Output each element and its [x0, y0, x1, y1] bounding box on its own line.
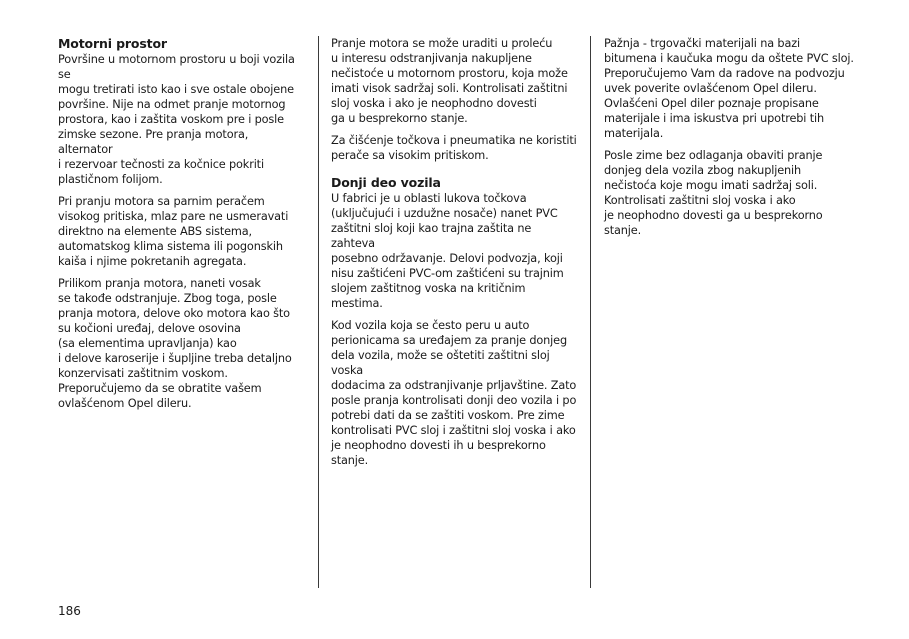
- paragraph: Pranje motora se može uraditi u proleću u interesu odstranjivanja nakupljene nečistoće u motornom prostoru, koja može imati visok sadržaj soli. Kontrolisati zaštitni sloj voska i ako je neophodno dovesti ga u besprekorno stanje.: [331, 37, 568, 125]
- column-1: [58, 36, 304, 418]
- section-heading-motorni-prostor: Motorni prostor: [58, 36, 167, 51]
- paragraph: Za čišćenje točkova i pneumatika ne koristiti perače sa visokim pritiskom.: [331, 134, 577, 162]
- page-number: 186: [58, 604, 81, 618]
- section-heading-donji-deo-vozila: Donji deo vozila: [331, 175, 441, 190]
- column-divider: [590, 36, 591, 588]
- paragraph: U fabrici je u oblasti lukova točkova (uključujući i uzdužne nosače) nanet PVC zaštitni sloj koji kao trajna zaštita ne zahteva posebno održavanje. Delovi podvozja, koji nisu zaštićeni PVC-om zaštićeni su trajnim slojem zaštitnog voska na kritičnim mestima.: [331, 192, 564, 310]
- paragraph: Prilikom pranja motora, naneti vosak se takođe odstranjuje. Zbog toga, posle pranja motora, delove oko motora kao što su kočioni uređaj, delove osovina (sa elementima upravljanja) kao i delove karoserije i šupljine treba detaljno konzervisati zaštitnim voskom. Preporučujemo da se obratite vašem ovlašćenom Opel dileru.: [58, 277, 292, 410]
- paragraph: Površine u motornom prostoru u boji vozila se mogu tretirati isto kao i sve ostale obojene površine. Nije na odmet pranje motornog prostora, kao i zaštita voskom pre i posle zimske sezone. Pre pranja motora, alternator i rezervoar tečnosti za kočnice pokriti plastičnom folijom.: [58, 53, 295, 186]
- paragraph: Pažnja - trgovački materijali na bazi bitumena i kaučuka mogu da oštete PVC sloj. Preporučujemo Vam da radove na podvozju uvek poverite ovlašćenom Opel dileru. Ovlašćeni Opel diler poznaje propisane materijale i ima iskustva pri upotrebi tih materijala.: [604, 37, 854, 140]
- column-3: [604, 36, 854, 245]
- paragraph: Posle zime bez odlaganja obaviti pranje donjeg dela vozila zbog nakupljenih nečistoća koje mogu imati sadržaj soli. Kontrolisati zaštitni sloj voska i ako je neophodno dovesti ga u besprekorno stanje.: [604, 149, 823, 237]
- column-divider: [318, 36, 319, 588]
- column-2: [331, 36, 577, 475]
- paragraph: Pri pranju motora sa parnim peračem visokog pritiska, mlaz pare ne usmeravati direktno na elemente ABS sistema, automatskog klima sistema ili pogonskih kaiša i njime pokretanih agregata.: [58, 195, 289, 268]
- paragraph: Kod vozila koja se često peru u auto perionicama sa uređajem za pranje donjeg dela vozila, može se oštetiti zaštitni sloj voska dodacima za odstranjivanje prljavštine. Zato posle pranja kontrolisati donji deo vozila i po potrebi dati da se zaštiti voskom. Pre zime kontrolisati PVC sloj i zaštitni sloj voska i ako je neophodno dovesti ih u besprekorno stanje.: [331, 319, 577, 467]
